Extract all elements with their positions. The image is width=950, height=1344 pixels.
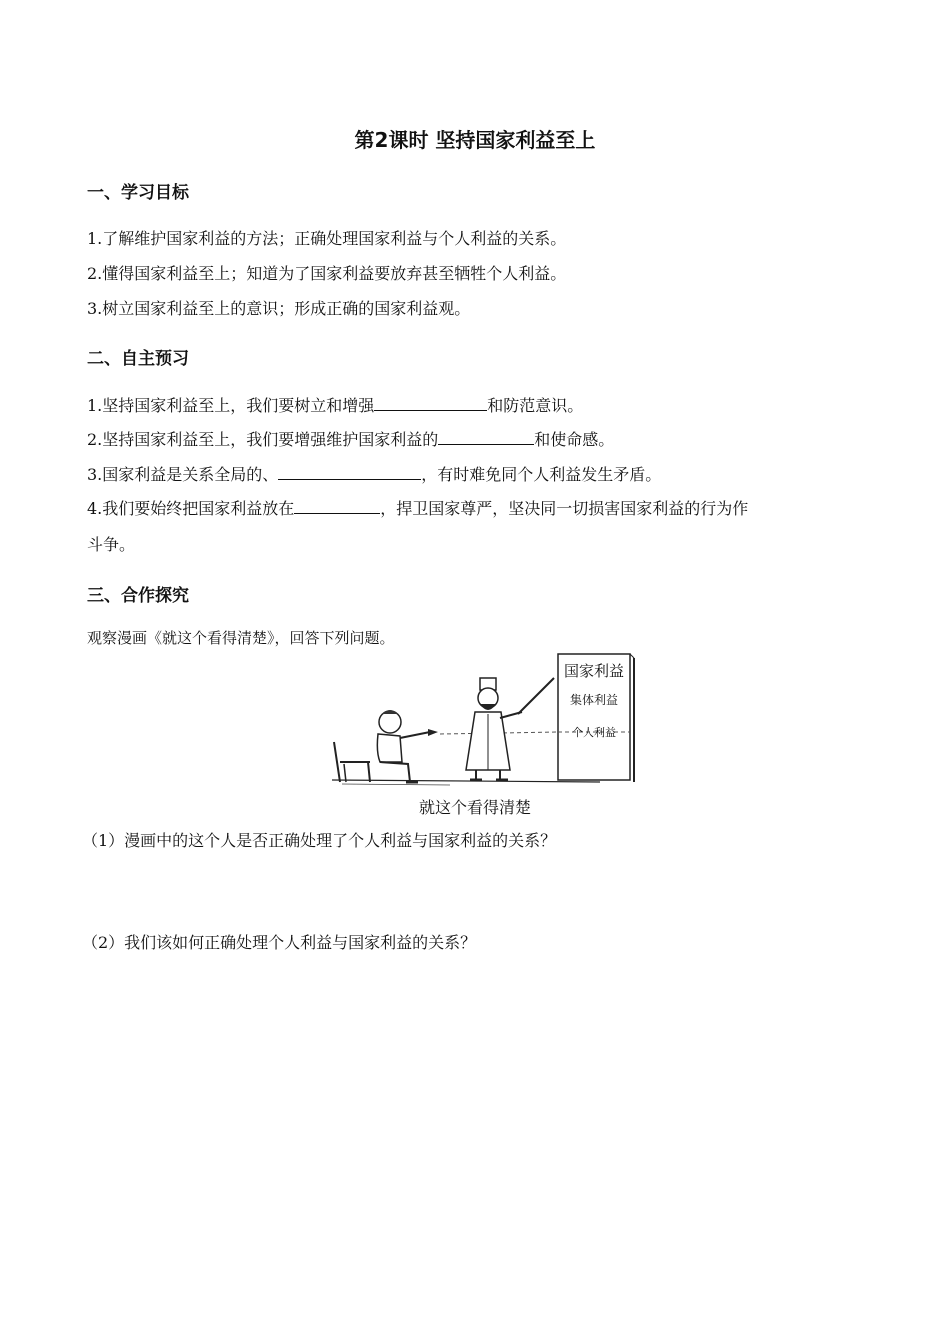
cartoon-illustration: [330, 652, 636, 788]
answer-blank[interactable]: [374, 396, 487, 411]
fill-in-item: [87, 496, 748, 519]
board-label-national: 国家利益: [563, 662, 625, 680]
objective-item: 2.懂得国家利益至上；知道为了国家利益要放弃甚至牺牲个人利益。: [87, 264, 567, 283]
fill-in-text: ，捍卫国家尊严，坚决同一切损害国家利益的行为作: [380, 499, 749, 518]
board-label-personal: 个人利益: [572, 726, 616, 739]
answer-blank[interactable]: [278, 465, 421, 480]
fill-in-continuation: 斗争。: [87, 535, 136, 554]
fill-in-text: 和防范意识。: [487, 396, 584, 415]
cartoon-caption: 就这个看得清楚: [418, 798, 531, 817]
fill-in-text: ，有时难免同个人利益发生矛盾。: [421, 465, 662, 484]
section-heading-objectives: 一、学习目标: [87, 183, 189, 203]
question-item: （2）我们该如何正确处理个人利益与国家利益的关系？: [82, 933, 477, 952]
answer-blank[interactable]: [438, 430, 534, 445]
board-label-collective: 集体利益: [569, 693, 619, 707]
fill-in-item: [87, 462, 661, 485]
page-title: 第2课时 坚持国家利益至上: [354, 128, 596, 152]
answer-blank[interactable]: [294, 499, 380, 514]
objective-item: 3.树立国家利益至上的意识；形成正确的国家利益观。: [87, 299, 471, 318]
cartoon-intro: 观察漫画《就这个看得清楚》，回答下列问题。: [87, 629, 395, 647]
section-heading-inquiry: 三、合作探究: [87, 586, 189, 606]
objective-item: 1.了解维护国家利益的方法；正确处理国家利益与个人利益的关系。: [87, 229, 567, 248]
fill-in-text: 1.坚持国家利益至上，我们要树立和增强: [87, 396, 375, 415]
question-item: （1）漫画中的这个人是否正确处理了个人利益与国家利益的关系？: [82, 831, 557, 850]
fill-in-text: 和使命感。: [534, 430, 615, 449]
fill-in-item: [87, 427, 614, 450]
section-heading-preview: 二、自主预习: [87, 349, 189, 369]
fill-in-text: 4.我们要始终把国家利益放在: [87, 499, 295, 518]
fill-in-item: [87, 393, 583, 416]
fill-in-text: 3.国家利益是关系全局的、: [87, 465, 279, 484]
fill-in-text: 2.坚持国家利益至上，我们要增强维护国家利益的: [87, 430, 439, 449]
